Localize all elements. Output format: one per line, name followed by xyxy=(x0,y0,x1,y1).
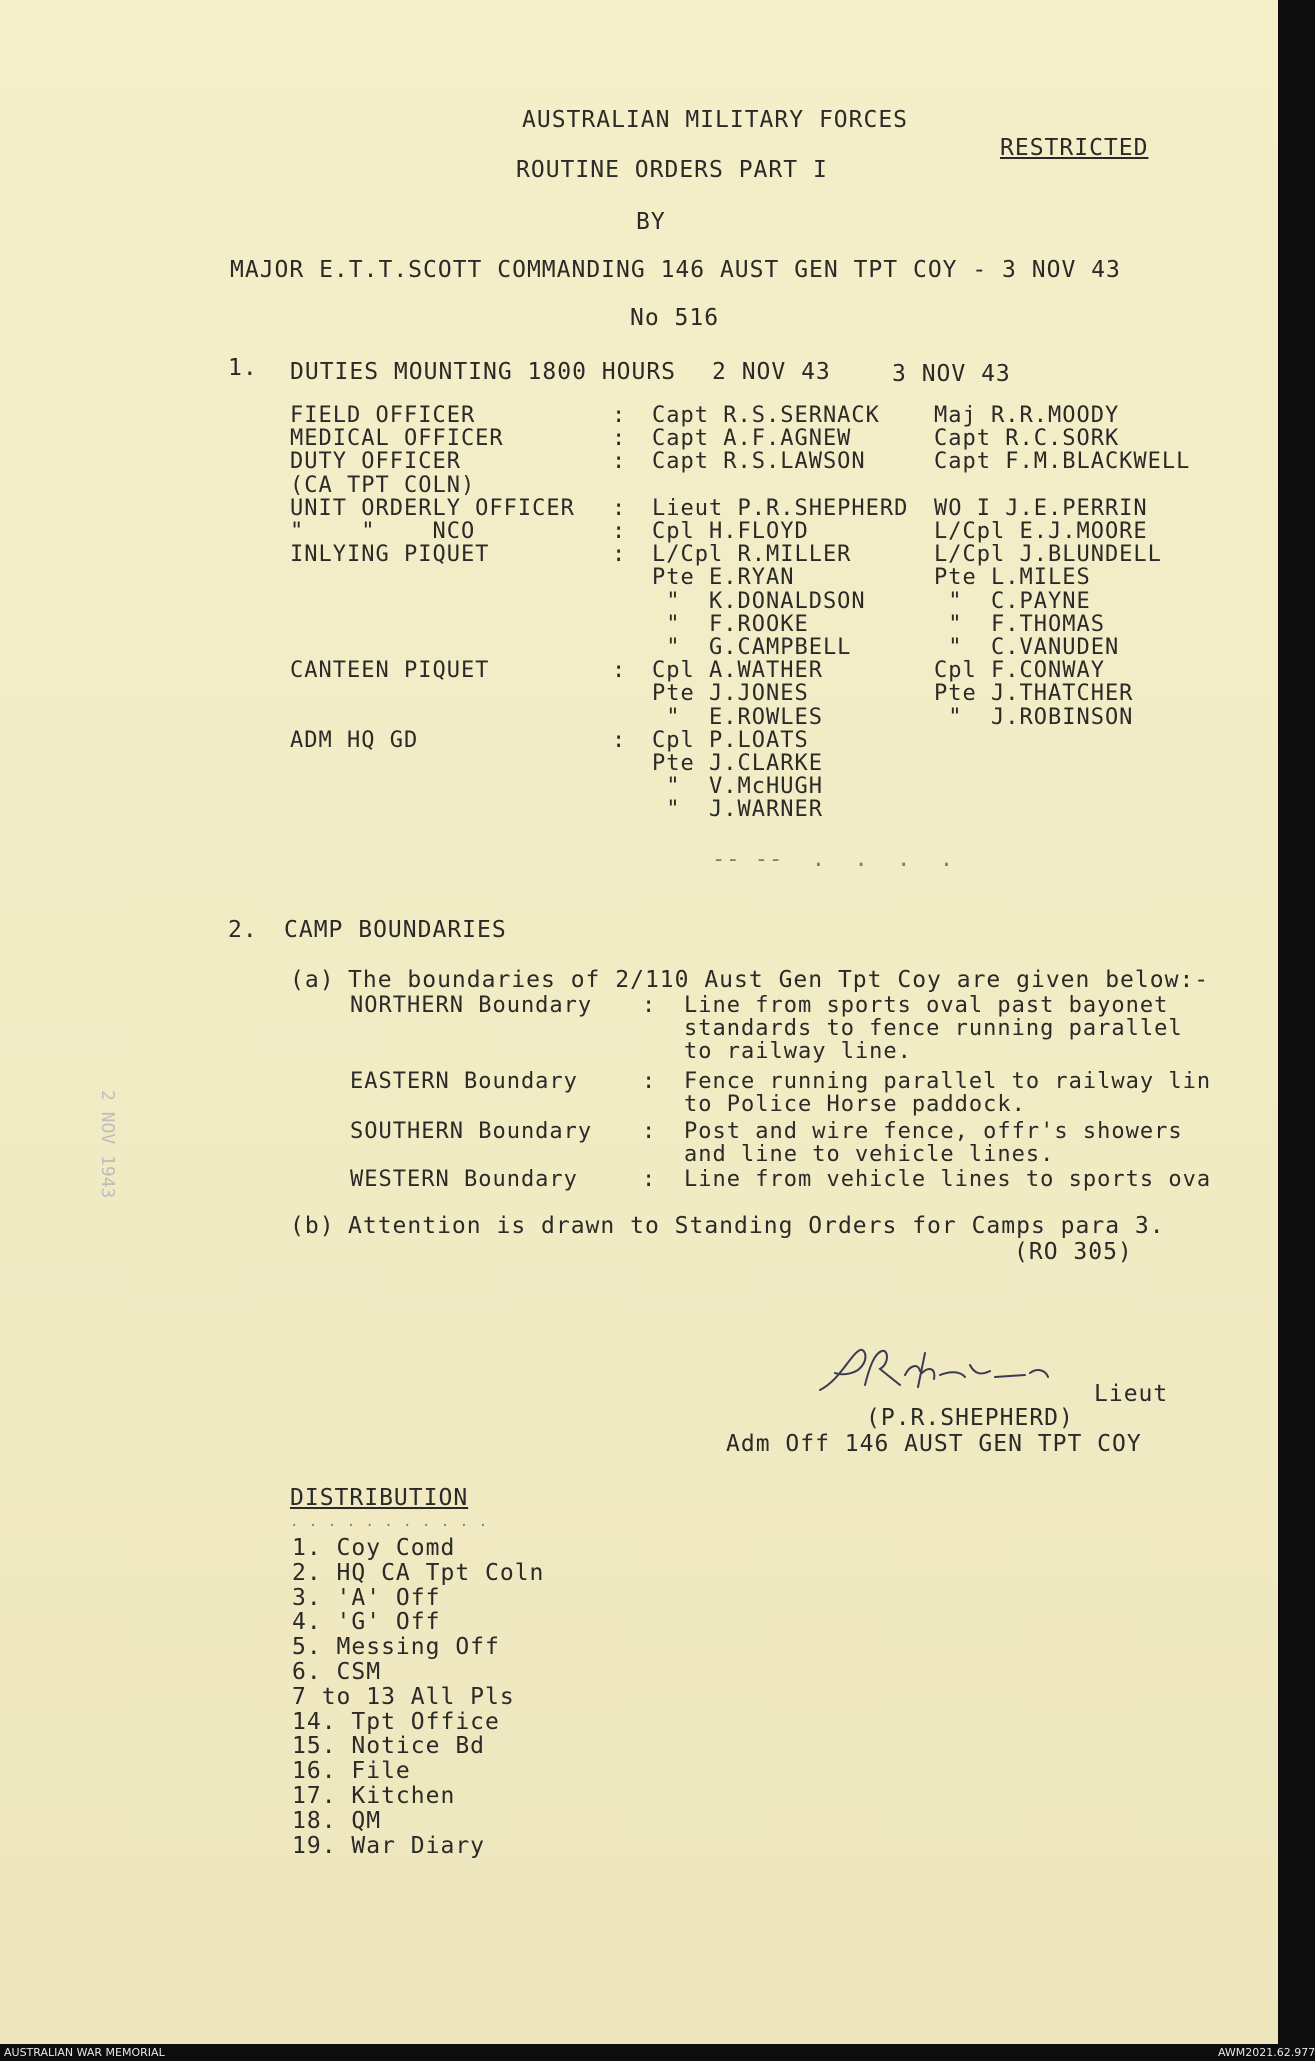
duty-assignee-2-nov: Pte J.JONES xyxy=(652,681,809,706)
torn-mark: -- -- . . . . xyxy=(712,847,955,872)
duty-assignee-2-nov: Capt A.F.AGNEW xyxy=(652,426,852,451)
duty-separator: : xyxy=(612,728,627,753)
distribution-item: 15. Notice Bd xyxy=(292,1733,486,1759)
document-title: AUSTRALIAN MILITARY FORCES xyxy=(522,107,909,133)
distribution-dots: . . . . . . . . . . . xyxy=(290,1514,489,1530)
boundary-name: WESTERN Boundary xyxy=(350,1167,578,1192)
boundary-description-line: to Police Horse paddock. xyxy=(684,1092,1026,1117)
para-a-intro: The boundaries of 2/110 Aust Gen Tpt Coy are given below:- xyxy=(348,967,1210,993)
boundary-separator: : xyxy=(642,1069,657,1094)
para-a-label: (a) xyxy=(290,967,335,993)
distribution-item: 4. 'G' Off xyxy=(292,1609,441,1635)
boundary-separator: : xyxy=(642,1119,657,1144)
orders-title: ROUTINE ORDERS PART I xyxy=(516,157,828,183)
section2-number: 2. xyxy=(228,917,258,943)
para-b-text: Attention is drawn to Standing Orders for Camps para 3. xyxy=(348,1213,1165,1239)
duty-assignee-2-nov: " K.DONALDSON xyxy=(652,589,866,614)
duty-label: DUTY OFFICER xyxy=(290,449,461,474)
classification-label: RESTRICTED xyxy=(1000,135,1149,161)
duty-assignee-2-nov: L/Cpl R.MILLER xyxy=(652,542,852,567)
duty-assignee-2-nov: Capt R.S.LAWSON xyxy=(652,449,866,474)
duty-assignee-2-nov: " J.WARNER xyxy=(652,797,823,822)
duty-assignee-2-nov: Cpl A.WATHER xyxy=(652,658,823,683)
duty-assignee-3-nov: WO I J.E.PERRIN xyxy=(934,496,1148,521)
duty-assignee-2-nov: Capt R.S.SERNACK xyxy=(652,403,880,428)
boundary-separator: : xyxy=(642,993,657,1018)
section1-title: DUTIES MOUNTING 1800 HOURS xyxy=(290,359,677,385)
boundary-description-line: Line from vehicle lines to sports ova xyxy=(684,1167,1212,1192)
handwritten-signature xyxy=(810,1345,1110,1405)
duty-assignee-3-nov: L/Cpl E.J.MOORE xyxy=(934,519,1148,544)
duty-assignee-3-nov: L/Cpl J.BLUNDELL xyxy=(934,542,1162,567)
distribution-item: 2. HQ CA Tpt Coln xyxy=(292,1560,545,1586)
boundary-separator: : xyxy=(642,1167,657,1192)
duty-assignee-2-nov: " E.ROWLES xyxy=(652,705,823,730)
duty-assignee-3-nov: Capt F.M.BLACKWELL xyxy=(934,449,1191,474)
duty-separator: : xyxy=(612,426,627,451)
duty-separator: : xyxy=(612,519,627,544)
section1-date-2: 3 NOV 43 xyxy=(892,361,1011,387)
boundary-description-line: standards to fence running parallel xyxy=(684,1016,1183,1041)
distribution-item: 3. 'A' Off xyxy=(292,1585,441,1611)
duty-label: ADM HQ GD xyxy=(290,728,419,753)
commander-line: MAJOR E.T.T.SCOTT COMMANDING 146 AUST GEN TPT COY - 3 NOV 43 xyxy=(230,257,1121,283)
duty-assignee-2-nov: Pte J.CLARKE xyxy=(652,751,823,776)
boundary-description-line: and line to vehicle lines. xyxy=(684,1142,1055,1167)
distribution-item: 7 to 13 All Pls xyxy=(292,1684,515,1710)
boundary-name: SOUTHERN Boundary xyxy=(350,1119,593,1144)
distribution-item: 16. File xyxy=(292,1758,411,1784)
boundary-description-line: Fence running parallel to railway lin xyxy=(684,1069,1212,1094)
distribution-item: 14. Tpt Office xyxy=(292,1709,500,1735)
duty-assignee-3-nov: Maj R.R.MOODY xyxy=(934,403,1120,428)
by-label: BY xyxy=(636,209,666,235)
duty-assignee-2-nov: " V.McHUGH xyxy=(652,774,823,799)
boundary-name: NORTHERN Boundary xyxy=(350,993,593,1018)
distribution-item: 18. QM xyxy=(292,1808,382,1834)
duty-label: UNIT ORDERLY OFFICER xyxy=(290,496,575,521)
duty-label: FIELD OFFICER xyxy=(290,403,476,428)
duty-label: " " NCO xyxy=(290,519,476,544)
duty-assignee-2-nov: Cpl H.FLOYD xyxy=(652,519,809,544)
duty-separator: : xyxy=(612,658,627,683)
duty-assignee-2-nov: " F.ROOKE xyxy=(652,612,809,637)
duty-assignee-2-nov: Pte E.RYAN xyxy=(652,565,795,590)
duty-separator: : xyxy=(612,542,627,567)
duty-assignee-3-nov: Cpl F.CONWAY xyxy=(934,658,1105,683)
boundary-description-line: Post and wire fence, offr's showers xyxy=(684,1119,1183,1144)
signatory-appointment: Adm Off 146 AUST GEN TPT COY xyxy=(726,1431,1142,1457)
duty-label: (CA TPT COLN) xyxy=(290,473,476,498)
duty-separator: : xyxy=(612,403,627,428)
duty-assignee-2-nov: Lieut P.R.SHEPHERD xyxy=(652,496,909,521)
duty-label: MEDICAL OFFICER xyxy=(290,426,504,451)
signatory-name: (P.R.SHEPHERD) xyxy=(866,1405,1074,1431)
boundary-name: EASTERN Boundary xyxy=(350,1069,578,1094)
duty-assignee-3-nov: Capt R.C.SORK xyxy=(934,426,1120,451)
boundary-description-line: to railway line. xyxy=(684,1039,912,1064)
order-number: No 516 xyxy=(630,305,720,331)
footer-left: AUSTRALIAN WAR MEMORIAL xyxy=(4,2046,165,2059)
duty-assignee-2-nov: " G.CAMPBELL xyxy=(652,635,852,660)
footer-right: AWM2021.62.977 xyxy=(1218,2046,1315,2059)
para-b-label: (b) xyxy=(290,1213,335,1239)
duty-separator: : xyxy=(612,496,627,521)
distribution-item: 19. War Diary xyxy=(292,1833,486,1859)
distribution-item: 17. Kitchen xyxy=(292,1783,456,1809)
duty-separator: : xyxy=(612,449,627,474)
distribution-item: 6. CSM xyxy=(292,1659,382,1685)
distribution-item: 1. Coy Comd xyxy=(292,1535,456,1561)
duty-assignee-3-nov: Pte L.MILES xyxy=(934,565,1091,590)
duty-assignee-3-nov: Pte J.THATCHER xyxy=(934,681,1134,706)
boundary-description-line: Line from sports oval past bayonet xyxy=(684,993,1169,1018)
duty-label: INLYING PIQUET xyxy=(290,542,490,567)
duty-assignee-3-nov: " C.PAYNE xyxy=(934,589,1091,614)
duty-assignee-3-nov: " C.VANUDEN xyxy=(934,635,1120,660)
distribution-item: 5. Messing Off xyxy=(292,1634,500,1660)
distribution-title: DISTRIBUTION xyxy=(290,1485,469,1511)
para-b-ref: (RO 305) xyxy=(1014,1239,1133,1265)
duty-assignee-3-nov: " J.ROBINSON xyxy=(934,705,1134,730)
receipt-stamp: 2 NOV 1943 xyxy=(97,1090,118,1199)
section1-date-1: 2 NOV 43 xyxy=(712,359,831,385)
duty-label: CANTEEN PIQUET xyxy=(290,658,490,683)
duty-assignee-2-nov: Cpl P.LOATS xyxy=(652,728,809,753)
section2-title: CAMP BOUNDARIES xyxy=(284,917,507,943)
duty-assignee-3-nov: " F.THOMAS xyxy=(934,612,1105,637)
section1-number: 1. xyxy=(228,355,258,381)
signatory-rank: Lieut xyxy=(1094,1381,1169,1407)
